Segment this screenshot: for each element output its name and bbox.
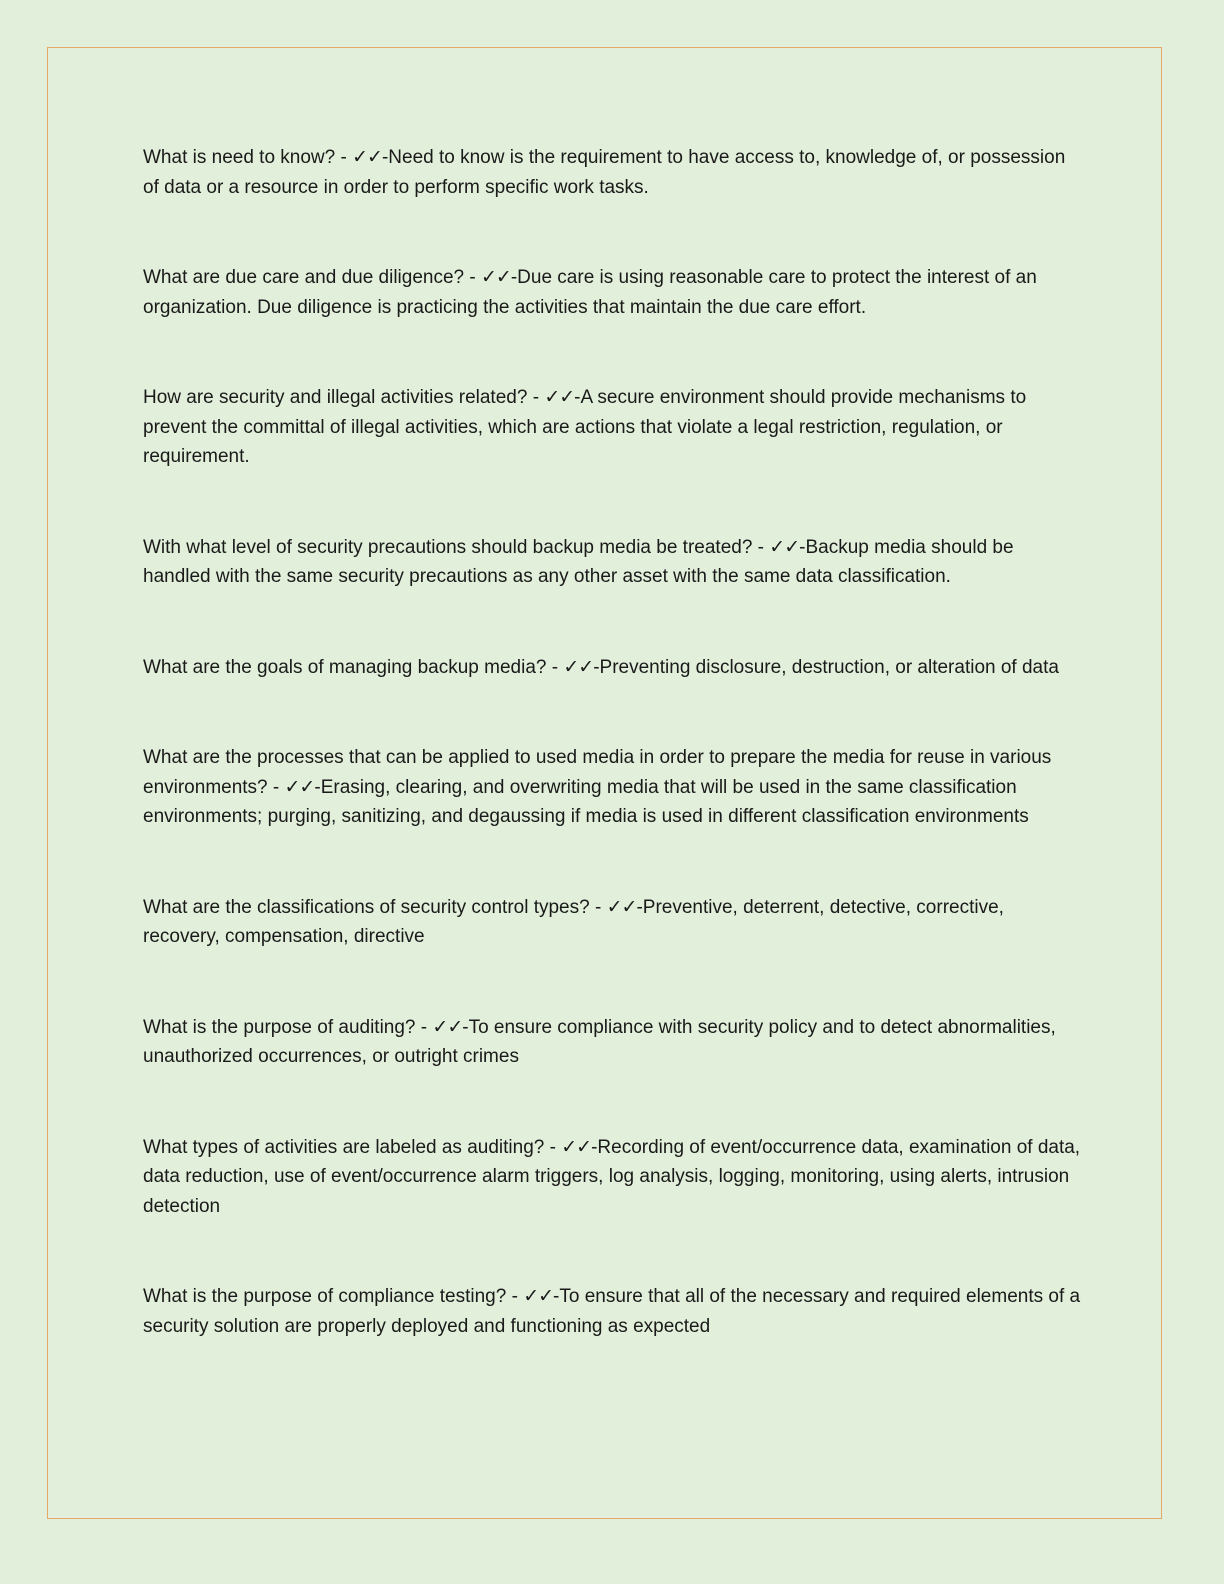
separator: - xyxy=(506,1286,524,1307)
separator: - xyxy=(553,1286,560,1307)
separator: - xyxy=(752,536,770,558)
separator: - xyxy=(574,387,581,408)
answer-text: Backup media should be handled with the same security precautions as any other asset with the same data classification. xyxy=(143,536,1014,587)
checkmark-icon: ✓✓ xyxy=(769,535,800,558)
qa-entry xyxy=(143,1013,1083,1072)
answer-text: Preventive, deterrent, detective, corrective, recovery, compensation, directive xyxy=(143,896,1004,947)
question-text: What types of activities are labeled as auditing? xyxy=(143,1136,545,1158)
question-text: What are the classifications of security control types? xyxy=(143,896,590,918)
separator: - xyxy=(589,896,607,918)
checkmark-icon: ✓✓ xyxy=(481,266,511,288)
answer-text: Recording of event/occurrence data, examination of data, data reduction, use of event/occurrence alarm triggers, log analysis, logging, monitoring, using alerts, intrusion detection xyxy=(143,1136,1081,1217)
answer-text: A secure environment should provide mechanisms to prevent the committal of illegal activities, which are actions that violate a legal restriction, regulation, or requirement. xyxy=(143,387,1027,467)
qa-entry xyxy=(143,143,1083,202)
checkmark-icon: ✓✓ xyxy=(606,895,637,918)
qa-entry xyxy=(143,743,1083,832)
question-text: What are the processes that can be applied to used media in order to prepare the media for reuse in various environments? xyxy=(143,747,1052,798)
qa-list xyxy=(143,143,1083,1402)
separator: - xyxy=(636,896,643,918)
separator: - xyxy=(527,387,545,408)
separator: - xyxy=(593,656,600,678)
separator: - xyxy=(510,267,518,288)
qa-entry xyxy=(143,1133,1083,1222)
separator: - xyxy=(462,1016,469,1038)
checkmark-icon: ✓✓ xyxy=(523,1285,554,1307)
separator: - xyxy=(381,147,389,168)
separator: - xyxy=(415,1016,433,1038)
separator: - xyxy=(464,267,481,288)
separator: - xyxy=(544,1136,562,1158)
qa-entry xyxy=(143,653,1083,683)
separator: - xyxy=(314,776,321,798)
answer-text: Preventing disclosure, destruction, or alteration of data xyxy=(599,656,1059,678)
answer-text: To ensure compliance with security policy and to detect abnormalities, unauthorized occurrences, or outright crimes xyxy=(143,1016,1056,1067)
checkmark-icon: ✓✓ xyxy=(561,1135,592,1158)
separator: - xyxy=(335,147,353,168)
checkmark-icon: ✓✓ xyxy=(563,655,594,678)
qa-entry xyxy=(143,263,1083,322)
separator: - xyxy=(267,776,285,798)
qa-entry xyxy=(143,533,1083,592)
separator: - xyxy=(591,1136,598,1158)
qa-entry xyxy=(143,1282,1083,1341)
question-text: What are the goals of managing backup media? xyxy=(143,656,547,678)
checkmark-icon: ✓✓ xyxy=(432,1015,463,1038)
answer-text: To ensure that all of the necessary and required elements of a security solution are properly deployed and functioning as expected xyxy=(143,1286,1081,1337)
question-text: What is the purpose of auditing? xyxy=(143,1016,416,1038)
question-text: With what level of security precautions should backup media be treated? xyxy=(143,536,753,558)
question-text: What is need to know? xyxy=(143,147,336,168)
qa-entry xyxy=(143,893,1083,952)
answer-text: Need to know is the requirement to have access to, knowledge of, or possession of data or a resource in order to perform specific work tasks. xyxy=(143,147,1066,198)
answer-text: Due care is using reasonable care to protect the interest of an organization. Due diligence is practicing the activities that maintain the due care effort. xyxy=(143,267,1037,318)
qa-entry xyxy=(143,383,1083,472)
answer-text: Erasing, clearing, and overwriting media that will be used in the same classification environments; purging, sanitizing, and degaussing if media is used in different classification environments xyxy=(143,776,1029,827)
question-text: What is the purpose of compliance testing? xyxy=(143,1286,507,1307)
question-text: What are due care and due diligence? xyxy=(143,267,465,288)
checkmark-icon: ✓✓ xyxy=(544,386,575,408)
separator: - xyxy=(546,656,564,678)
checkmark-icon: ✓✓ xyxy=(284,775,315,798)
question-text: How are security and illegal activities related? xyxy=(143,387,528,408)
checkmark-icon: ✓✓ xyxy=(352,146,382,168)
separator: - xyxy=(799,536,806,558)
